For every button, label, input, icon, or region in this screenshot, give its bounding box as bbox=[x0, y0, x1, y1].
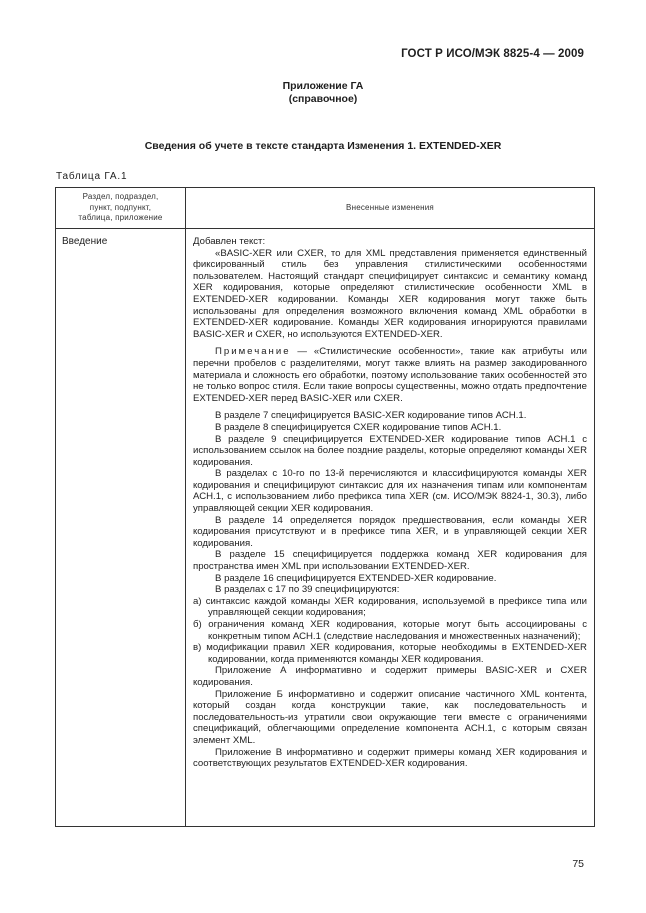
list-item: в) модификации правил XER кодирования, которые необходимы в EXTENDED-XER кодировании, когда применяются команды XER кодирования. bbox=[193, 642, 587, 665]
paragraph: В разделе 9 специфицируется EXTENDED-XER кодирование типов АСН.1 с использованием ссылок на более поздние разделы, которые определяют команды XER кодирования. bbox=[193, 433, 587, 468]
paragraph: В разделе 15 специфицируется поддержка команд XER кодирования для пространства имен XML при использовании EXTENDED-XER. bbox=[193, 549, 587, 573]
column-header-line: Раздел, подраздел, bbox=[82, 192, 159, 202]
table-caption: Таблица ГА.1 bbox=[56, 171, 128, 182]
column-header-line: таблица, приложение bbox=[78, 213, 163, 223]
annex-title: Приложение ГА bbox=[282, 80, 364, 92]
paragraph: В разделе 8 специфицируется CXER кодирование типов АСН.1. bbox=[215, 421, 502, 433]
page-number: 75 bbox=[572, 858, 584, 870]
row-changes-content bbox=[186, 229, 595, 827]
standard-designation: ГОСТ Р ИСО/МЭК 8825-4 — 2009 bbox=[401, 48, 584, 60]
note-prefix: Примечание bbox=[215, 346, 291, 358]
quoted-text: «BASIC-XER или CXER, то для XML представления применяется единственный фиксированный стиль без управления стилистическими особенностями пользователем. Настоящий стандарт специфицирует синтаксис и семантику команд XER кодирования, которые определяют стилистические особенности XML в EXTENDED-XER кодировании. Команды XER кодирования могут также быть использованы для определения возможного включения команд XML обработки в EXTENDED-XER кодирование. Команды XER кодирования игнорируются правилами BASIC-XER и CXER, но используются EXTENDED-XER. bbox=[193, 247, 587, 340]
paragraph: В разделах с 17 по 39 специфицируются: bbox=[215, 584, 400, 596]
column-header-changes: Внесенные изменения bbox=[186, 188, 595, 229]
column-header-section bbox=[56, 188, 186, 229]
note-paragraph bbox=[193, 346, 587, 404]
changes-table bbox=[55, 187, 595, 827]
list-item: б) ограничения команд XER кодирования, которые могут быть ассоциированы с конкретным типом АСН.1 (следствие наследования и множественных назначений); bbox=[193, 619, 587, 642]
row-section-name: Введение bbox=[56, 229, 186, 827]
column-header-line: пункт, подпункт, bbox=[89, 202, 152, 212]
paragraph: В разделах с 10-го по 13-й перечисляются и классифицируются команды XER кодирования и специфицируют синтаксис для их назначения типам или компонентам АСН.1, с использованием либо префикса типа XER (см. ИСО/МЭК 8824-1, 30.3), либо управляющей секции XER кодирования. bbox=[193, 468, 587, 515]
annex-heading bbox=[0, 80, 646, 106]
section-heading: Сведения об учете в тексте стандарта Изменения 1. EXTENDED-XER bbox=[144, 140, 502, 152]
paragraph: Приложение В информативно и содержит примеры команд XER кодирования и соответствующих результатов EXTENDED-XER кодирования. bbox=[193, 746, 587, 770]
paragraph: В разделе 14 определяется порядок предшествования, если команды XER кодирования присутствуют и в префиксе типа XER, и в управляющей секции XER кодирования. bbox=[193, 514, 587, 549]
annex-subtitle: (справочное) bbox=[288, 93, 358, 105]
paragraph: В разделе 16 специфицируется EXTENDED-XER кодирование. bbox=[215, 572, 497, 584]
table-row bbox=[56, 229, 595, 827]
table-header-row bbox=[56, 188, 595, 229]
list-item: а) синтаксис каждой команды XER кодирования, используемой в префиксе типа или управляющей секции кодирования; bbox=[193, 595, 587, 619]
paragraph: В разделе 7 специфицируется BASIC-XER кодирование типов АСН.1. bbox=[215, 410, 527, 422]
note-text: — «Стилистические особенности», такие как атрибуты или перечни пробелов с разделителями, могут также влиять на размер закодированного материала и сложность его обработки, поэтому использование таких особенностей это не только вопрос стиля. Если такие вопросы существенны, можно отдать предпочтение EXTENDED-XER перед BASIC-XER или CXER. bbox=[193, 346, 587, 404]
paragraph: Приложение А информативно и содержит примеры BASIC-XER и CXER кодирования. bbox=[193, 665, 587, 688]
added-text-label: Добавлен текст: bbox=[193, 236, 266, 247]
paragraph: Приложение Б информативно и содержит описание частичного XML контента, который создан когда конструкции такие, как последовательность и последовательность-из утратили свои окружающие теги вместе с ограничениями спецификаций, облегчающими определение компонента АСН.1, с которым связан элемент XML. bbox=[193, 688, 587, 746]
